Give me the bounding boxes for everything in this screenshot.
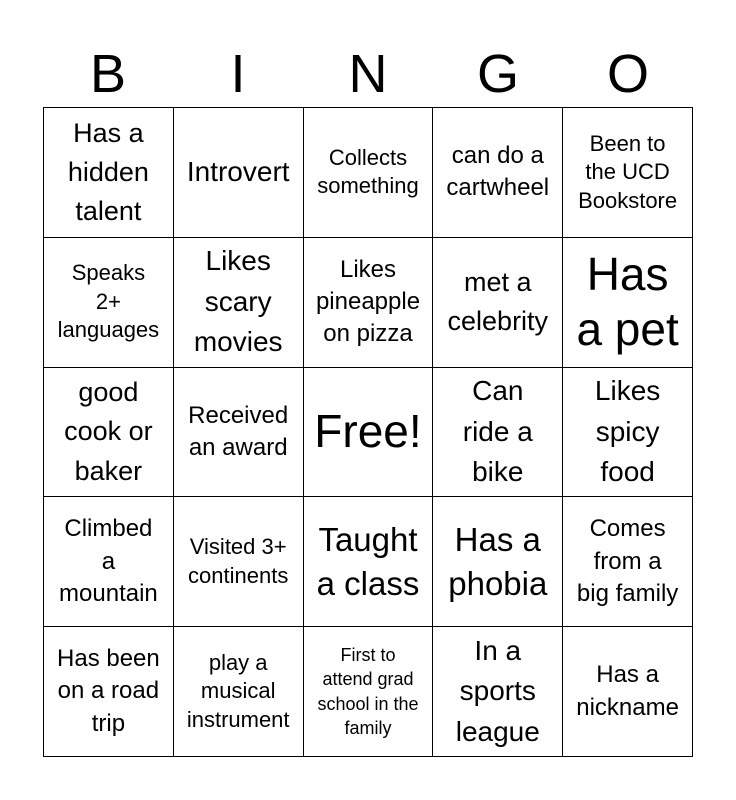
bingo-cell-r1c3[interactable] bbox=[304, 108, 434, 238]
bingo-cell-r4c2[interactable] bbox=[174, 497, 304, 627]
header-letter-b: B bbox=[89, 44, 127, 104]
cell-label: In a sports league bbox=[455, 634, 540, 747]
bingo-cell-r5c5[interactable] bbox=[563, 627, 693, 757]
bingo-cell-r4c5[interactable] bbox=[563, 497, 693, 627]
bingo-cell-r1c2[interactable] bbox=[174, 108, 304, 238]
cell-label: play a musical instrument bbox=[186, 649, 290, 732]
cell-label: Likes scary movies bbox=[193, 245, 283, 358]
header-letter-i: I bbox=[230, 44, 246, 104]
bingo-cell-r2c3[interactable] bbox=[304, 238, 434, 368]
bingo-cell-r2c5[interactable] bbox=[563, 238, 693, 368]
bingo-cell-r3c4[interactable] bbox=[433, 368, 563, 498]
cell-label: Likes spicy food bbox=[594, 375, 661, 488]
cell-label: Has been on a road trip bbox=[57, 645, 160, 737]
bingo-cell-r1c1[interactable] bbox=[44, 108, 174, 238]
cell-label: met a celebrity bbox=[447, 267, 549, 337]
bingo-cell-r2c4[interactable] bbox=[433, 238, 563, 368]
bingo-board bbox=[43, 107, 693, 757]
cell-label: Speaks 2+ languages bbox=[57, 260, 160, 343]
bingo-cell-free[interactable] bbox=[304, 368, 434, 498]
header-letter-g: G bbox=[476, 44, 519, 104]
cell-label: Taught a class bbox=[316, 521, 420, 602]
cell-label: First to attend grad school in the family bbox=[317, 644, 419, 739]
cell-label: Visited 3+ continents bbox=[188, 534, 289, 588]
cell-label: Introvert bbox=[186, 156, 290, 188]
bingo-cell-r5c4[interactable] bbox=[433, 627, 563, 757]
header-letter-o: O bbox=[606, 44, 649, 104]
cell-label: Has a pet bbox=[576, 248, 679, 356]
cell-label: Likes pineapple on pizza bbox=[315, 255, 421, 348]
bingo-cell-r5c3[interactable] bbox=[304, 627, 434, 757]
bingo-cell-r5c1[interactable] bbox=[44, 627, 174, 757]
bingo-cell-r5c2[interactable] bbox=[174, 627, 304, 757]
cell-label: Can ride a bike bbox=[462, 375, 533, 488]
cell-label: can do a cartwheel bbox=[446, 142, 550, 202]
cell-label: Received an award bbox=[188, 401, 289, 461]
bingo-cell-r3c1[interactable] bbox=[44, 368, 174, 498]
cell-label: Comes from a big family bbox=[576, 515, 679, 607]
header-letter-n: N bbox=[348, 44, 388, 104]
bingo-cell-r4c4[interactable] bbox=[433, 497, 563, 627]
bingo-cell-r3c2[interactable] bbox=[174, 368, 304, 498]
cell-label: Climbed a mountain bbox=[59, 515, 158, 607]
cell-label: Collects something bbox=[317, 144, 419, 199]
bingo-cell-r3c5[interactable] bbox=[563, 368, 693, 498]
bingo-header bbox=[43, 40, 693, 108]
bingo-cell-r4c3[interactable] bbox=[304, 497, 434, 627]
bingo-cell-r1c4[interactable] bbox=[433, 108, 563, 238]
cell-label: Has a hidden talent bbox=[67, 117, 149, 226]
bingo-cell-r2c1[interactable] bbox=[44, 238, 174, 368]
bingo-cell-r2c2[interactable] bbox=[174, 238, 304, 368]
cell-label: Has a nickname bbox=[576, 661, 679, 721]
cell-label: good cook or baker bbox=[64, 377, 153, 486]
bingo-cell-r1c5[interactable] bbox=[563, 108, 693, 238]
cell-label: Been to the UCD Bookstore bbox=[578, 130, 678, 213]
free-space-label: Free! bbox=[314, 405, 422, 458]
cell-label: Has a phobia bbox=[448, 521, 548, 602]
bingo-cell-r4c1[interactable] bbox=[44, 497, 174, 627]
